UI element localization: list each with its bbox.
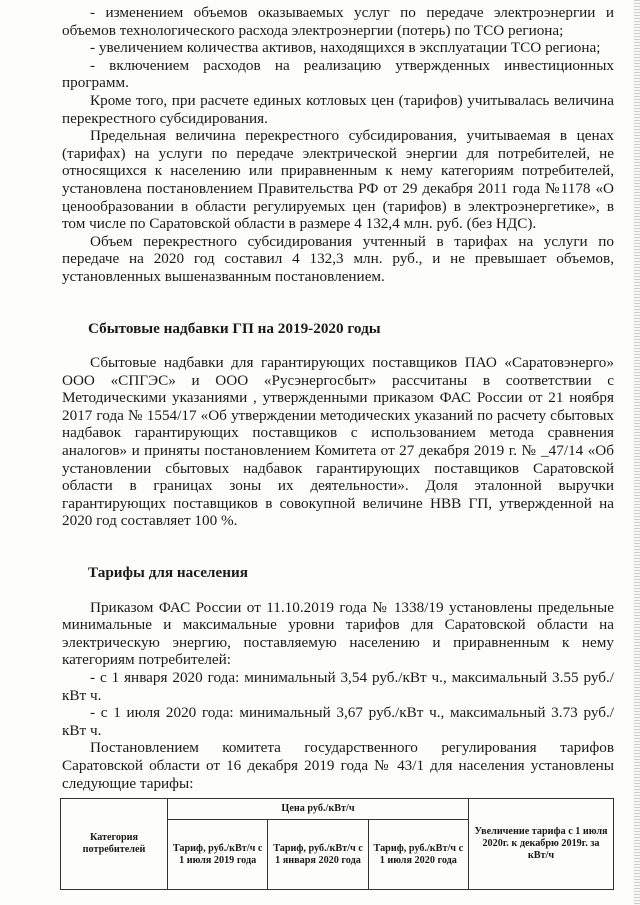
column-header-january-2020: Тариф, руб./кВт/ч с 1 января 2020 года <box>268 820 368 890</box>
cross-subsidy-paragraph-1: Кроме того, при расчете единых котловых цен (тарифов) учитывалась величина перекрестного субсидирования. <box>62 91 614 127</box>
intro-item-2: - увеличением количества активов, находящихся в эксплуатации ТСО региона; <box>90 39 601 57</box>
price-header: Цена руб./кВт/ч <box>168 799 469 820</box>
section-heading-tariffs: Тарифы для населения <box>88 564 248 582</box>
document-page <box>62 4 614 890</box>
tariffs-paragraph: Приказом ФАС России от 11.10.2019 года № 1338/19 установлены предельные минимальные и максимальные уровни тарифов для Саратовской области на электрическую энергию, поставляемую населению и приравненным к нему категориям потребителей: <box>62 598 614 669</box>
column-header-july-2019: Тариф, руб./кВт/ч с 1 июля 2019 года <box>168 820 268 890</box>
increase-header: Увеличение тарифа с 1 июля 2020г. к декабрю 2019г. за кВт/ч <box>469 799 614 890</box>
intro-item-3: - включением расходов на реализацию утвержденных инвестиционных программ. <box>62 56 614 92</box>
tariff-table <box>60 798 614 890</box>
cross-subsidy-paragraph-3: Объем перекрестного субсидирования учтенный в тарифах на услуги по передаче на 2020 год составил 4 132,3 млн. руб., и не превышает объемов, установленных вышеназванным постановлением. <box>62 232 614 285</box>
markups-paragraph: Сбытовые надбавки для гарантирующих поставщиков ПАО «Саратовэнерго» ООО «СПГЭС» и ООО «Русэнергосбыт» рассчитаны в соответствии с Методическими указаниями , утвержденными приказом ФАС России от 21 ноября 2017 года № 1554/17 «Об утверждении методических указаний по расчету сбытовых надбавок гарантирующих поставщиков с использованием метода сравнения аналогов» и приняты постановлением Комитета от 27 декабря 2019 г. № _47/14 «Об установлении сбытовых надбавок гарантирующих поставщиков Саратовской области в границах зоны их деятельности». Доля эталонной выручки гарантирующих поставщиков в совокупной величине НВВ ГП, утвержденной на 2020 год составляет 100 %. <box>62 354 614 530</box>
cross-subsidy-paragraph-2: Предельная величина перекрестного субсидирования, учитываемая в ценах (тарифах) на услуги по передаче электрической энергии для потребителей, не относящихся к населению или приравненным к нему категориям потребителей, установлена постановлением Правительства РФ от 29 декабря 2011 года №1178 «О ценообразовании в области регулируемых цен (тарифов) в электроэнергетике», в том числе по Саратовской области в размере 4 132,4 млн. руб. (без НДС). <box>62 127 614 233</box>
tariffs-closing-paragraph: Постановлением комитета государственного регулирования тарифов Саратовской области от 16 декабря 2019 года № 43/1 для населения установлены следующие тарифы: <box>62 739 614 792</box>
section-heading-markups: Сбытовые надбавки ГП на 2019-2020 годы <box>88 319 381 337</box>
tariff-item-january: - с 1 января 2020 года: минимальный 3,54 руб./кВт ч., максимальный 3.55 руб./кВт ч. <box>62 669 614 704</box>
tariff-item-july: - с 1 июля 2020 года: минимальный 3,67 руб./кВт ч., максимальный 3.73 руб./кВт ч. <box>62 704 614 739</box>
scan-edge <box>634 0 640 905</box>
intro-item-1: - изменением объемов оказываемых услуг по передаче электроэнергии и объемов технологического расхода электроэнергии (потерь) по ТСО региона; <box>62 4 614 39</box>
column-header-july-2020: Тариф, руб./кВт/ч с 1 июля 2020 года <box>368 820 468 890</box>
category-header: Категория потребителей <box>61 799 168 890</box>
